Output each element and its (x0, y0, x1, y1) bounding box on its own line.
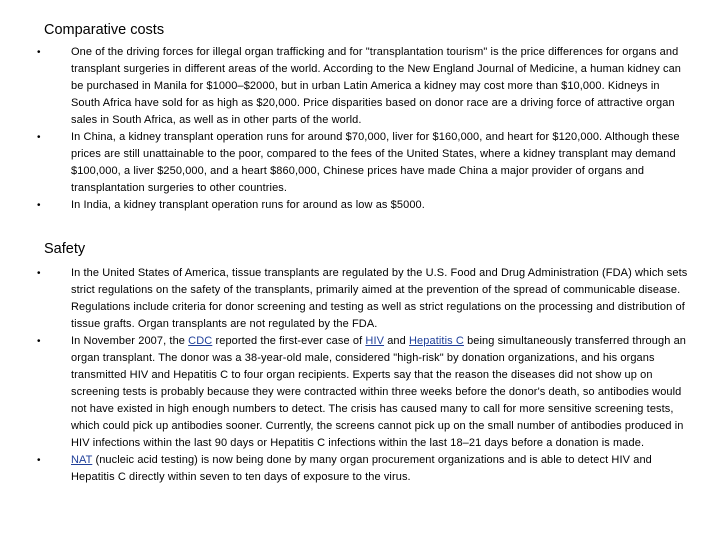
bullet-icon: • (37, 200, 41, 211)
hiv-link[interactable]: HIV (365, 335, 385, 347)
comparative-costs-list (0, 44, 720, 214)
bullet-icon: • (37, 336, 41, 347)
list-item (0, 129, 691, 197)
bullet-icon: • (37, 455, 41, 466)
list-item (0, 44, 691, 129)
list-item (0, 197, 691, 214)
list-item (0, 452, 691, 486)
list-item (0, 265, 691, 333)
list-item-text: In the United States of America, tissue transplants are regulated by the U.S. Food and Drug Administration (FDA) which sets strict regulations on the safety of the transplants, primarily aimed at the prevention of the spread of communicable disease. Regulations include criteria for donor screening and testing as well as strict regulations on the processing and distribution of tissue grafts. Organ transplants are not regulated by the FDA. (71, 267, 688, 330)
list-item-text-part: reported the first-ever case of (212, 335, 366, 347)
bullet-icon: • (37, 47, 41, 58)
cdc-link[interactable]: CDC (188, 335, 213, 347)
list-item-text-part: In November 2007, the (71, 335, 189, 347)
section-heading-comparative-costs: Comparative costs (44, 22, 165, 38)
list-item-text: In India, a kidney transplant operation runs for around as low as $5000. (71, 199, 425, 211)
hepatitis-c-link[interactable]: Hepatitis C (409, 335, 464, 347)
list-item-text: One of the driving forces for illegal organ trafficking and for "transplantation tourism" is the price differences for organs and transplant surgeries in different areas of the world. According to the New England Journal of Medicine, a human kidney can be purchased in Manila for $1000–$2000, but in urban Latin America a kidney may cost more than $10,000. Kidneys in South Africa have sold for as high as $20,000. Price disparities based on donor race are a driving force of attractive organ sales in South Africa, as well as in other parts of the world. (71, 46, 682, 126)
list-item-text: In China, a kidney transplant operation runs for around $70,000, liver for $160,000, and heart for $120,000. Although these prices are still unattainable to the poor, compared to the fees of the United States, where a kidney transplant may demand $100,000, a liver $250,000, and a heart $860,000, Chinese prices have made China a major provider of organs and transplantation surgeries to other countries. (71, 131, 680, 194)
list-item (0, 333, 691, 452)
safety-list (0, 265, 720, 486)
bullet-icon: • (37, 268, 41, 279)
list-item-text-part: (nucleic acid testing) is now being done by many organ procurement organizations and is able to detect HIV and Hepatitis C directly within seven to ten days of exposure to the virus. (71, 454, 652, 483)
nat-link[interactable]: NAT (71, 454, 93, 466)
bullet-icon: • (37, 132, 41, 143)
section-heading-safety: Safety (44, 241, 86, 257)
list-item-text-part: being simultaneously transferred through an organ transplant. The donor was a 38-year-old male, considered "high-risk" by donation organizations, and his organs transmitted HIV and Hepatitis C to four organ recipients. Experts say that the reason the diseases did not show up on screening tests is probably because they were contracted within three weeks before the donor's death, so antibodies would not have existed in high enough numbers to detect. The crisis has caused many to call for more sensitive screening tests, which could pick up antibodies sooner. Currently, the screens cannot pick up on the small number of antibodies produced in HIV infections within the last 90 days or Hepatitis C infections within the last 18–21 days before a donation is made. (71, 335, 687, 449)
list-item-text-part: and (384, 335, 410, 347)
